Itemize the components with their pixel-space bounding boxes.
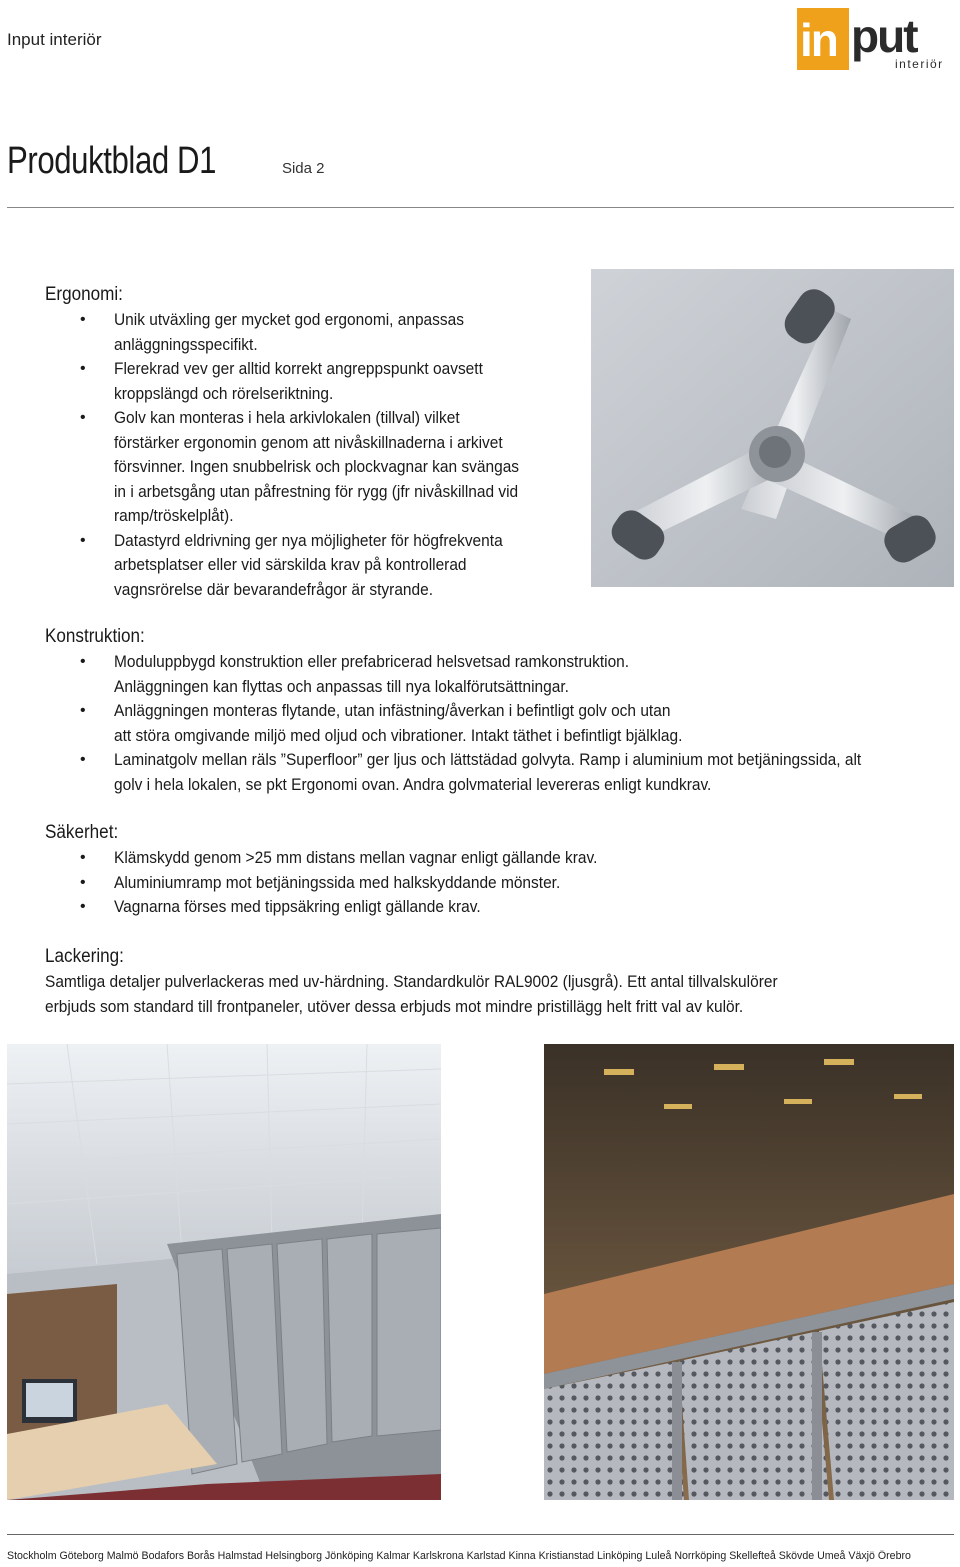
section-heading: Ergonomi: <box>45 284 123 305</box>
lackering-paragraph: Samtliga detaljer pulverlackeras med uv-härdning. Standardkulör RAL9002 (ljusgrå). Ett antal tillvalskulörer erbjuds som standard till frontpaneler, utöver dessa erbjuds mot mindre pristillägg helt fritt val av kulör. <box>45 972 778 1016</box>
input-interior-logo <box>797 8 955 70</box>
list-item: • Laminatgolv mellan räls ”Superfloor” ger ljus och lättstädad golvyta. Ramp i aluminium mot betjäningssida, alt golv i hela lokalen, se pkt Ergonomi ovan. Andra golvmaterial levereras enligt kundkrav. <box>45 748 950 797</box>
section-heading: Säkerhet: <box>45 822 119 843</box>
title-divider <box>7 207 954 208</box>
section-konstruktion <box>45 626 950 797</box>
crank-handle-photo <box>591 269 954 587</box>
section-ergonomi <box>45 284 585 602</box>
section-heading: Konstruktion: <box>45 626 145 647</box>
list-item: • Aluminiumramp mot betjäningssida med halkskyddande mönster. <box>45 871 950 896</box>
list-item: • Vagnarna förses med tippsäkring enligt gällande krav. <box>45 895 950 920</box>
svg-text:in: in <box>800 14 837 66</box>
footer-divider <box>7 1534 954 1535</box>
footer-cities: Stockholm Göteborg Malmö Bodafors Borås Halmstad Helsingborg Jönköping Kalmar Karlskrona Karlstad Kinna Kristianstad Linköping Luleå Norrköping Skellefteå Skövde Umeå Växjö Örebro <box>7 1550 911 1562</box>
list-item: • Klämskydd genom >25 mm distans mellan vagnar enligt gällande krav. <box>45 846 950 871</box>
list-item: • Anläggningen monteras flytande, utan infästning/åverkan i befintligt golv och utan att störa omgivande miljö med oljud och vibrationer. Intakt täthet i befintligt bjälklag. <box>45 699 950 748</box>
title-row <box>7 140 324 183</box>
svg-text:put: put <box>851 10 917 62</box>
sakerhet-list <box>45 846 950 920</box>
mobile-shelving-photo <box>544 1044 954 1500</box>
page-title: Produktblad D1 <box>7 140 217 182</box>
konstruktion-list <box>45 650 950 797</box>
list-item: • Golv kan monteras i hela arkivlokalen (tillval) vilket förstärker ergonomin genom att nivåskillnaderna i arkivet försvinner. Ingen snubbelrisk och plockvagnar kan svängas in i arbetsgång utan påfrestning för rygg (jfr nivåskillnad vid ramp/tröskelplåt). <box>45 406 585 529</box>
archive-office-photo <box>7 1044 441 1500</box>
list-item: • Flerekrad vev ger alltid korrekt angreppspunkt oavsett kroppslängd och rörelseriktning. <box>45 357 585 406</box>
section-sakerhet <box>45 822 950 920</box>
list-item: • Unik utväxling ger mycket god ergonomi, anpassas anläggningsspecifikt. <box>45 308 585 357</box>
ergonomi-list <box>45 308 585 602</box>
list-item: • Moduluppbygd konstruktion eller prefabricerad helsvetsad ramkonstruktion. Anläggningen kan flyttas och anpassas till nya lokalförutsättningar. <box>45 650 950 699</box>
section-lackering <box>45 946 950 1019</box>
list-item: • Datastyrd eldrivning ger nya möjligheter för högfrekventa arbetsplatser eller vid särskilda krav på kontrollerad vagnsrörelse där bevarandefrågor är styrande. <box>45 529 585 603</box>
section-heading: Lackering: <box>45 946 124 967</box>
company-name: Input interiör <box>7 30 102 49</box>
svg-text:interiör: interiör <box>895 57 944 70</box>
page-number: Sida 2 <box>281 160 325 177</box>
